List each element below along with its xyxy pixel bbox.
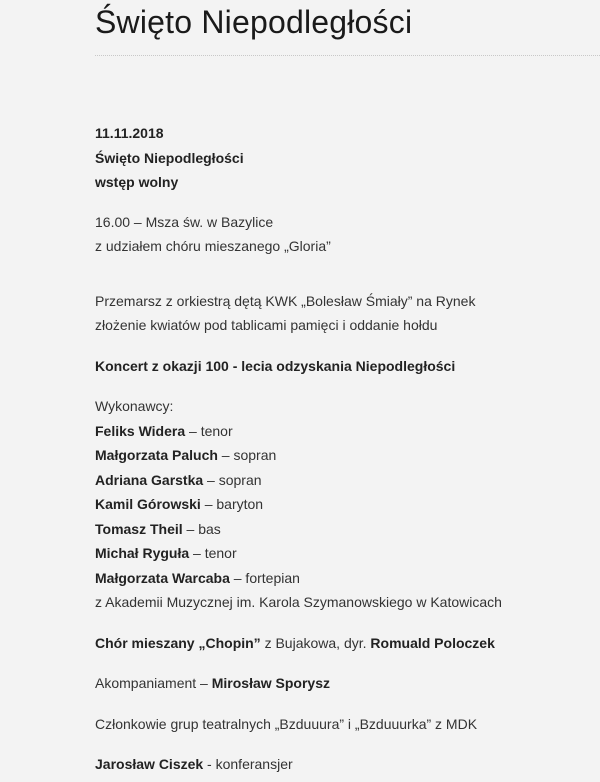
performers-label: Wykonawcy: [95,398,174,414]
performer-name: Tomasz Theil [95,520,183,537]
performer-role: – sopran [217,447,277,463]
host-name: Jarosław Ciszek [95,756,204,772]
performer-role: – tenor [189,545,237,561]
performer-item [95,517,595,542]
performer-role: – sopran [203,471,262,488]
mass-line-2: z udziałem chóru mieszanego „Gloria” [95,238,331,254]
performer-role: – tenor [185,422,233,439]
choir-director: Romuald Poloczek [370,634,495,651]
event-name: Święto Niepodległości [95,149,244,166]
title-divider [95,55,600,56]
choir-line [95,631,595,656]
academy-line: z Akademii Muzycznej im. Karola Szymanowskiego w Katowicach [95,594,502,610]
performer-name: Adriana Garstka [95,471,204,488]
performer-item [95,541,595,566]
event-date: 11.11.2018 [95,125,164,141]
performer-name: Michał Ryguła [95,545,190,561]
host-role: - konferansjer [203,756,293,772]
march-line-1: Przemarsz z orkiestrą dętą KWK „Bolesław Śmiały” na Rynek [95,292,476,309]
performer-role: – bas [182,520,221,537]
performer-name: Kamil Górowski [95,496,201,512]
performer-item [95,443,595,468]
performer-role: – fortepian [229,569,300,586]
host-line [95,752,595,777]
page-title: Święto Niepodległości [95,4,413,40]
accompaniment-name: Mirosław Sporysz [211,675,330,691]
performer-name: Małgorzata Warcaba [95,569,230,586]
performer-item [95,492,595,517]
theatre-line: Członkowie grup teatralnych „Bzduuura” i „Bzduuurka” z MDK [95,715,478,732]
mass-line-1: 16.00 – Msza św. w Bazylice [95,213,274,230]
performer-name: Małgorzata Paluch [95,447,218,463]
article-content [95,121,595,777]
performer-item [95,468,595,493]
concert-heading: Koncert z okazji 100 - lecia odzyskania Niepodległości [95,357,456,374]
march-line-2: złożenie kwiatów pod tablicami pamięci i oddanie hołdu [95,317,438,333]
performer-item [95,419,595,444]
accompaniment-label: Akompaniament – [95,675,212,691]
accompaniment-line [95,671,595,696]
entry-info: wstęp wolny [95,174,179,190]
performer-item [95,566,595,591]
choir-origin: z Bujakowa, dyr. [260,634,371,651]
performers-list [95,419,595,591]
performer-name: Feliks Widera [95,422,186,439]
choir-name: Chór mieszany „Chopin” [95,634,261,651]
performer-role: – baryton [200,496,264,512]
